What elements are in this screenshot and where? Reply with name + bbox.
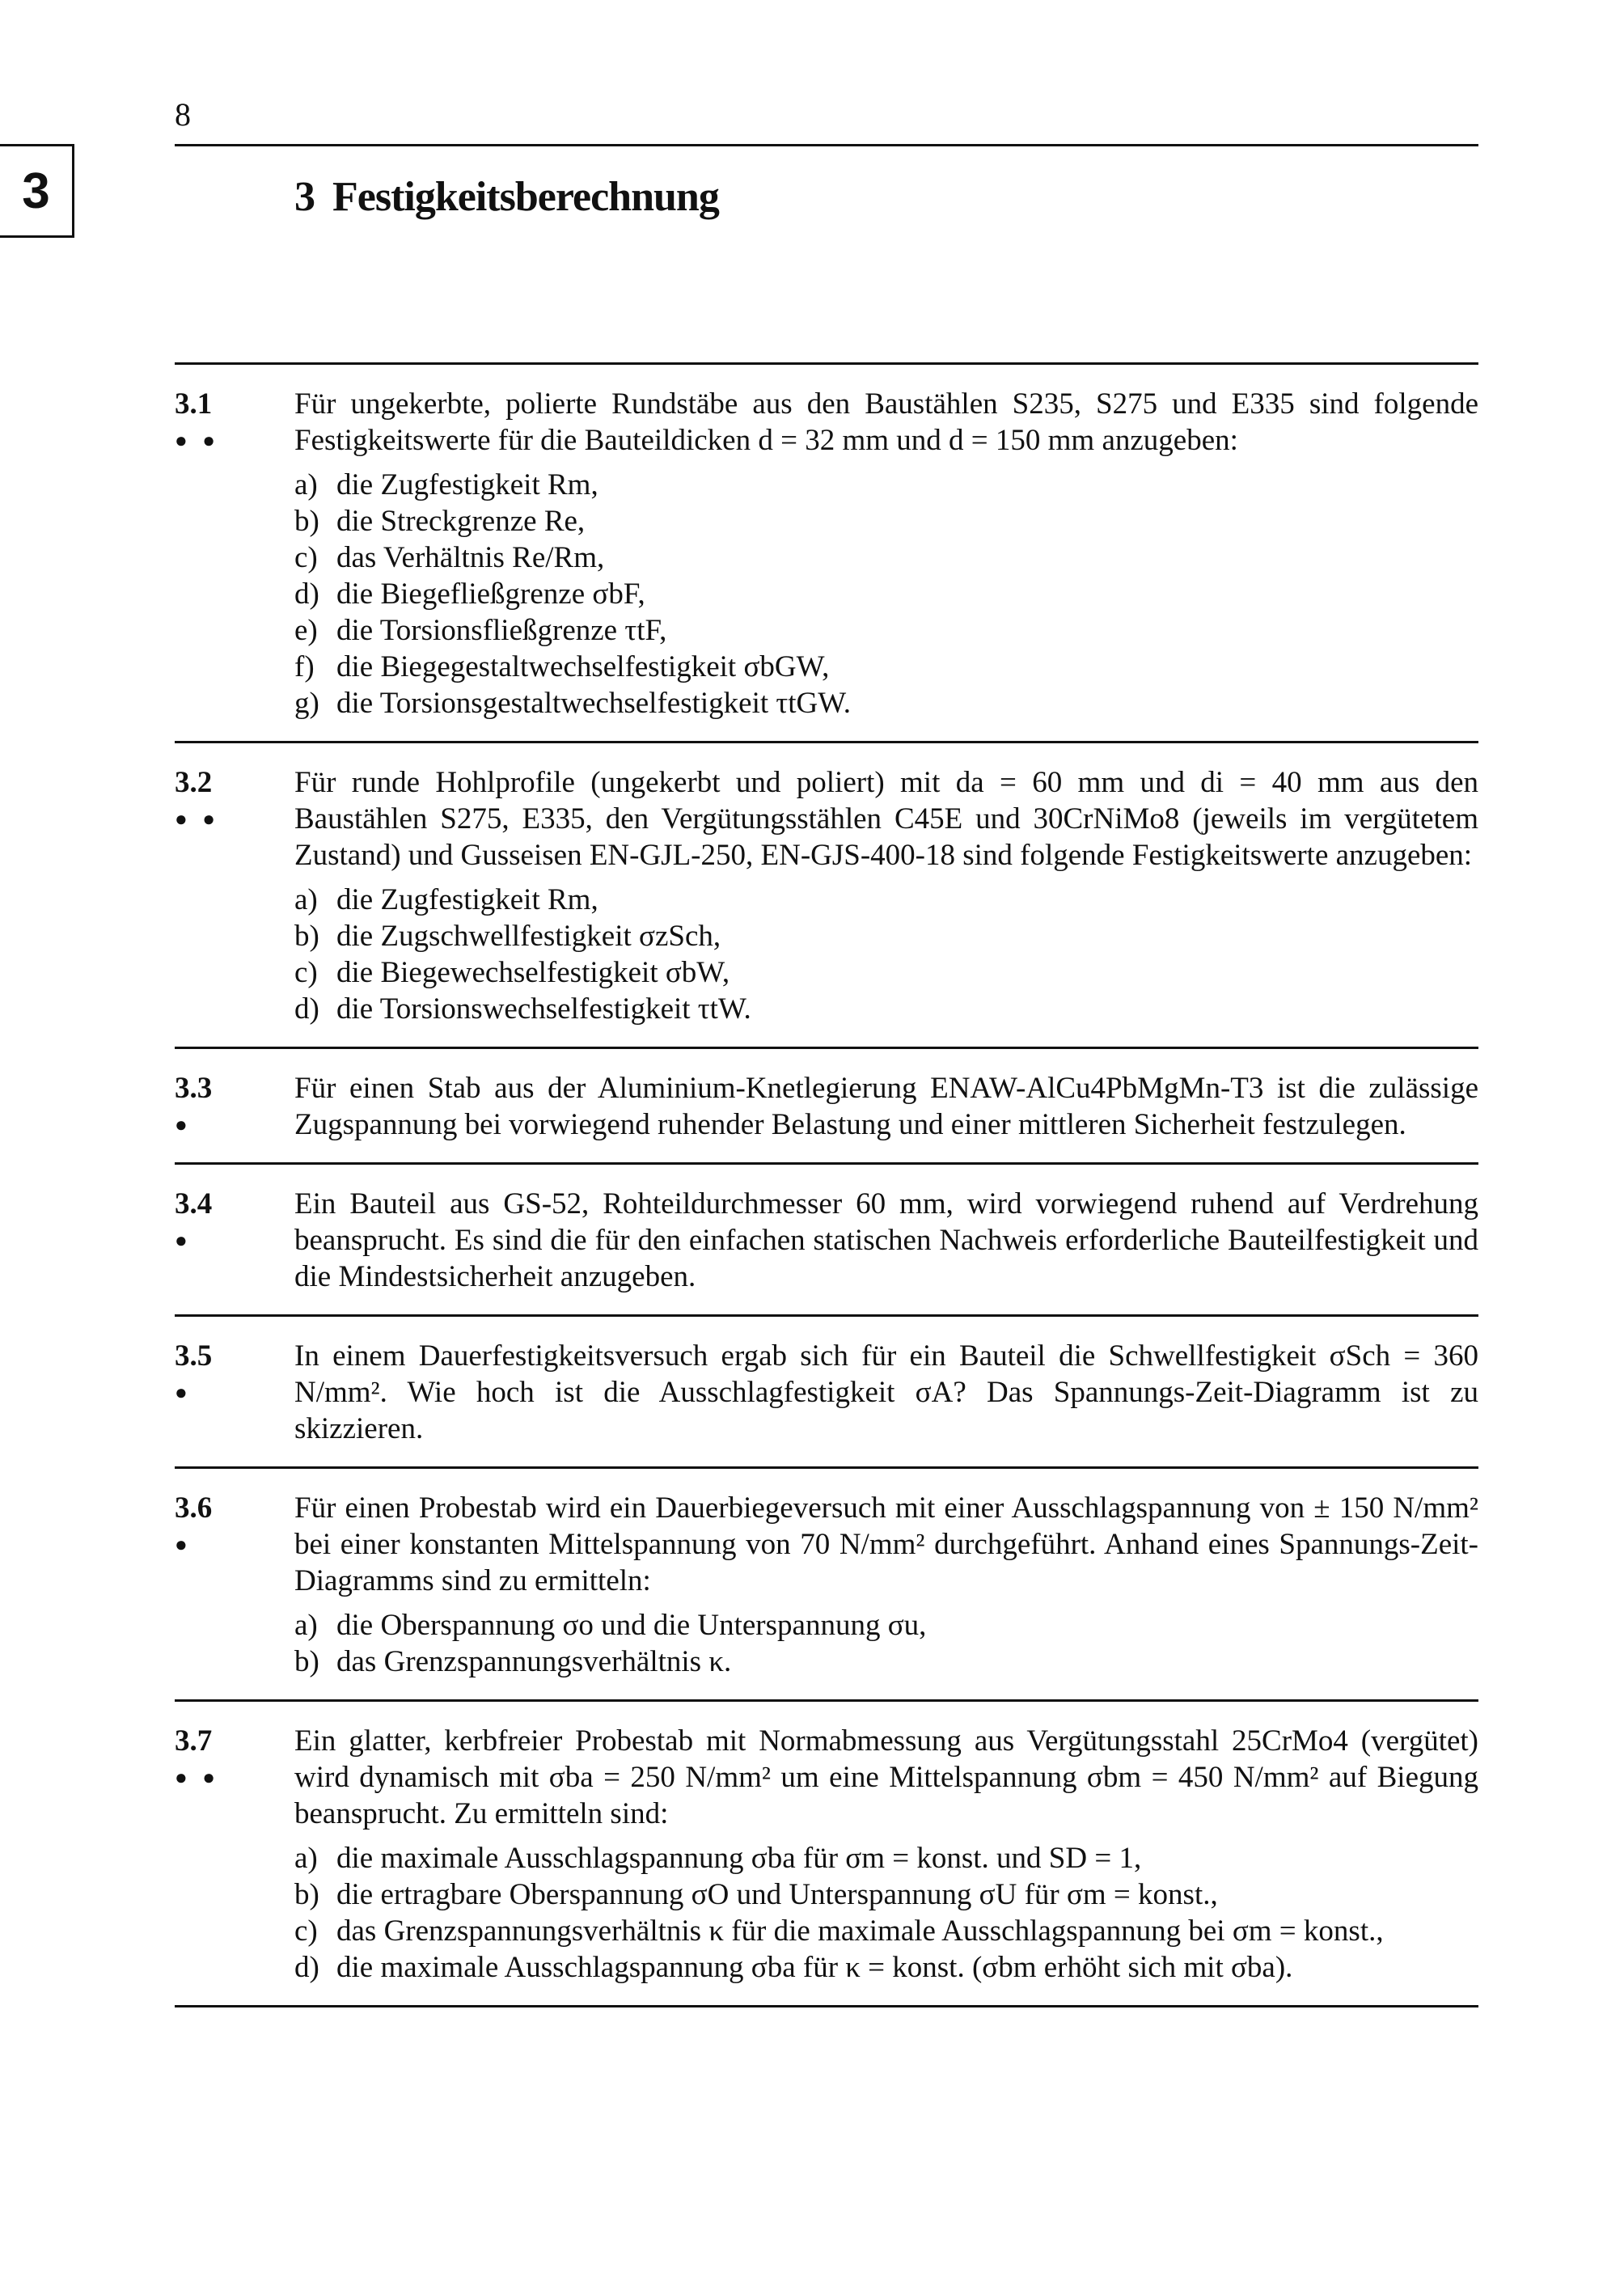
difficulty-dots: ● bbox=[175, 1533, 192, 1556]
subtask-text: die Zugfestigkeit Rm, bbox=[336, 468, 598, 501]
problem-body bbox=[294, 1070, 1478, 1143]
problem-3-6 bbox=[175, 1466, 1478, 1699]
problem-3-7 bbox=[175, 1699, 1478, 2007]
chapter-number: 3 bbox=[294, 174, 315, 220]
subtask-label: e) bbox=[294, 614, 318, 647]
problem-body bbox=[294, 386, 1478, 721]
subtask-list bbox=[294, 1840, 1478, 1986]
problem-body bbox=[294, 1490, 1478, 1680]
problem-number bbox=[175, 1723, 272, 1796]
problem-number bbox=[175, 1070, 272, 1143]
subtask-text: die Torsionsfließgrenze τtF, bbox=[336, 614, 667, 647]
subtask-label: a) bbox=[294, 468, 318, 501]
problem-3-2 bbox=[175, 741, 1478, 1047]
subtask bbox=[294, 882, 1478, 918]
problem-text: Für runde Hohlprofile (ungekerbt und poliert) mit da = 60 mm und di = 40 mm aus den Baustählen S275, E335, den Vergütungsstählen C45E und 30CrNiMo8 (jeweils im vergütetem Zustand) und Gusseisen EN-GJL-250, EN-GJS-400-18 sind folgende Festigkeitswerte anzugeben: bbox=[294, 766, 1478, 872]
subtask-text: die ertragbare Oberspannung σO und Unterspannung σU für σm = konst., bbox=[336, 1878, 1218, 1911]
subtask bbox=[294, 1607, 1478, 1644]
subtask-text: die Biegewechselfestigkeit σbW, bbox=[336, 956, 730, 989]
difficulty-dots: ● ● bbox=[175, 807, 220, 831]
difficulty-dots: ● bbox=[175, 1381, 192, 1404]
problem-number bbox=[175, 1490, 272, 1563]
subtask-text: das Grenzspannungsverhältnis κ für die maximale Ausschlagspannung bei σm = konst., bbox=[336, 1914, 1384, 1948]
subtask-text: die Torsionsgestaltwechselfestigkeit τtGW. bbox=[336, 687, 852, 720]
subtask-label: a) bbox=[294, 1842, 318, 1875]
problem-text: Für einen Stab aus der Aluminium-Knetlegierung ENAW-AlCu4PbMgMn-T3 ist die zulässige Zugspannung bei vorwiegend ruhender Belastung und einer mittleren Sicherheit festzulegen. bbox=[294, 1072, 1478, 1141]
difficulty-dots: ● ● bbox=[175, 1766, 220, 1789]
subtask-label: b) bbox=[294, 1645, 319, 1678]
subtask-label: f) bbox=[294, 650, 315, 683]
subtask-label: c) bbox=[294, 1914, 318, 1948]
problem-number bbox=[175, 764, 272, 837]
subtask-label: b) bbox=[294, 1878, 319, 1911]
subtask bbox=[294, 1644, 1478, 1680]
subtask-label: c) bbox=[294, 956, 318, 989]
problem-number-text: 3.3 bbox=[175, 1072, 213, 1105]
difficulty-dots: ● bbox=[175, 1229, 192, 1252]
subtask-text: die Oberspannung σo und die Unterspannung σu, bbox=[336, 1609, 927, 1642]
subtask-text: die Zugschwellfestigkeit σzSch, bbox=[336, 920, 721, 953]
problem-text: Ein Bauteil aus GS-52, Rohteildurchmesser 60 mm, wird vorwiegend ruhend auf Verdrehung beansprucht. Es sind die für den einfachen statischen Nachweis erforderliche Bauteilfestigkeit und die Mindestsicherheit anzugeben. bbox=[294, 1187, 1478, 1293]
subtask-list bbox=[294, 467, 1478, 721]
subtask-label: d) bbox=[294, 992, 319, 1026]
page-number: 8 bbox=[175, 96, 191, 133]
subtask-list bbox=[294, 1607, 1478, 1680]
problem-3-1 bbox=[175, 362, 1478, 741]
subtask bbox=[294, 954, 1478, 991]
subtask-label: a) bbox=[294, 1609, 318, 1642]
chapter-title bbox=[294, 173, 719, 221]
subtask bbox=[294, 1913, 1478, 1949]
problem-text: Ein glatter, kerbfreier Probestab mit Normabmessung aus Vergütungsstahl 25CrMo4 (vergütet) wird dynamisch mit σba = 250 N/mm² um eine Mittelspannung σbm = 450 N/mm² auf Biegung beansprucht. Zu ermitteln sind: bbox=[294, 1724, 1478, 1830]
subtask-text: die Biegegestaltwechselfestigkeit σbGW, bbox=[336, 650, 830, 683]
subtask-label: g) bbox=[294, 687, 319, 720]
subtask-label: c) bbox=[294, 541, 318, 574]
subtask-text: die maximale Ausschlagspannung σba für κ = konst. (σbm erhöht sich mit σba). bbox=[336, 1951, 1293, 1984]
subtask bbox=[294, 649, 1478, 685]
problem-number-text: 3.6 bbox=[175, 1491, 213, 1525]
subtask-list bbox=[294, 882, 1478, 1027]
subtask-label: a) bbox=[294, 883, 318, 916]
problem-3-5 bbox=[175, 1314, 1478, 1466]
subtask bbox=[294, 1840, 1478, 1876]
chapter-tab: 3 bbox=[0, 144, 74, 238]
subtask bbox=[294, 467, 1478, 503]
problem-number-text: 3.4 bbox=[175, 1187, 213, 1221]
header-rule bbox=[175, 144, 1478, 146]
problem-number bbox=[175, 386, 272, 459]
subtask bbox=[294, 685, 1478, 721]
subtask-text: die Biegefließgrenze σbF, bbox=[336, 577, 645, 611]
subtask bbox=[294, 1949, 1478, 1986]
problem-text: Für einen Probestab wird ein Dauerbiegeversuch mit einer Ausschlagspannung von ± 150 N/mm² bei einer konstanten Mittelspannung von 70 N/mm² durchgeführt. Anhand eines Spannungs-Zeit-Diagramms sind zu ermitteln: bbox=[294, 1491, 1478, 1597]
problem-body bbox=[294, 764, 1478, 1027]
subtask-text: die Torsionswechselfestigkeit τtW. bbox=[336, 992, 751, 1026]
subtask bbox=[294, 991, 1478, 1027]
subtask bbox=[294, 503, 1478, 539]
subtask-text: das Verhältnis Re/Rm, bbox=[336, 541, 605, 574]
subtask-text: die Streckgrenze Re, bbox=[336, 505, 586, 538]
problem-number-text: 3.1 bbox=[175, 387, 213, 421]
problem-number-text: 3.2 bbox=[175, 766, 213, 799]
problem-number bbox=[175, 1338, 272, 1411]
difficulty-dots: ● bbox=[175, 1113, 192, 1136]
chapter-title-text: Festigkeitsberechnung bbox=[332, 174, 719, 220]
problem-number-text: 3.7 bbox=[175, 1724, 213, 1758]
subtask bbox=[294, 576, 1478, 612]
problem-body bbox=[294, 1723, 1478, 1986]
problem-number-text: 3.5 bbox=[175, 1339, 213, 1373]
problem-text: Für ungekerbte, polierte Rundstäbe aus den Baustählen S235, S275 und E335 sind folgende Festigkeitswerte für die Bauteildicken d = 32 mm und d = 150 mm anzugeben: bbox=[294, 387, 1478, 457]
subtask-text: die Zugfestigkeit Rm, bbox=[336, 883, 598, 916]
subtask-label: b) bbox=[294, 920, 319, 953]
problem-number bbox=[175, 1186, 272, 1259]
problem-3-4 bbox=[175, 1162, 1478, 1314]
subtask-label: b) bbox=[294, 505, 319, 538]
problem-text: In einem Dauerfestigkeitsversuch ergab sich für ein Bauteil die Schwellfestigkeit σSch = 360 N/mm². Wie hoch ist die Ausschlagfestigkeit σA? Das Spannungs-Zeit-Diagramm ist zu skizzieren. bbox=[294, 1339, 1478, 1445]
subtask-label: d) bbox=[294, 1951, 319, 1984]
subtask-label: d) bbox=[294, 577, 319, 611]
problem-3-3 bbox=[175, 1047, 1478, 1162]
problem-body bbox=[294, 1186, 1478, 1295]
problem-list bbox=[175, 362, 1478, 2007]
problem-body bbox=[294, 1338, 1478, 1447]
subtask bbox=[294, 612, 1478, 649]
subtask bbox=[294, 539, 1478, 576]
subtask bbox=[294, 1876, 1478, 1913]
difficulty-dots: ● ● bbox=[175, 429, 220, 452]
subtask-text: die maximale Ausschlagspannung σba für σm = konst. und SD = 1, bbox=[336, 1842, 1142, 1875]
subtask bbox=[294, 918, 1478, 954]
subtask-text: das Grenzspannungsverhältnis κ. bbox=[336, 1645, 732, 1678]
